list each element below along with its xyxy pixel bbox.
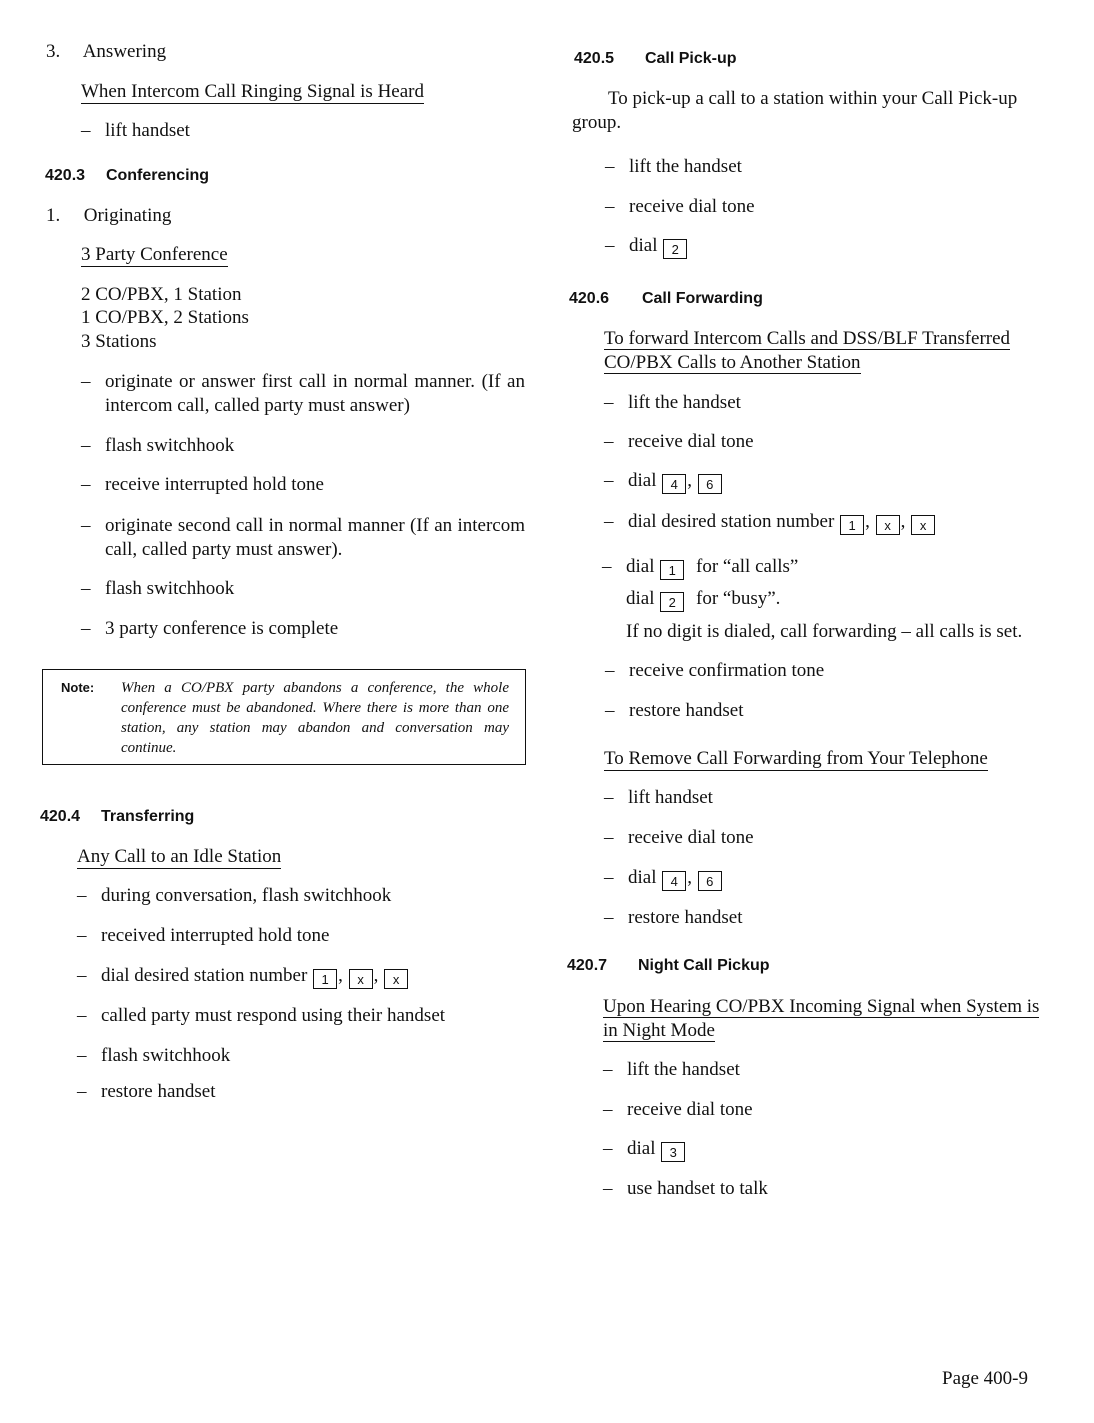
forwarding-step-7: – restore handset bbox=[605, 700, 744, 721]
conf-step-2: – flash switchhook bbox=[81, 435, 235, 456]
dial-key: x bbox=[876, 515, 900, 535]
night-heading bbox=[567, 956, 770, 976]
transferring-number: 420.4 bbox=[40, 808, 81, 825]
dial-key: 4 bbox=[662, 474, 686, 494]
remove-subheading: To Remove Call Forwarding from Your Telephone bbox=[604, 748, 988, 769]
note-box bbox=[42, 669, 526, 765]
dial-key: 3 bbox=[661, 1142, 685, 1162]
transfer-step-3: – dial desired station number 1 , x , x bbox=[77, 964, 409, 989]
dial-key: x bbox=[911, 515, 935, 535]
night-step-1: – lift the handset bbox=[603, 1059, 740, 1080]
forwarding-step-2: – receive dial tone bbox=[604, 431, 754, 452]
conferencing-number: 420.3 bbox=[45, 167, 86, 184]
answering-step: – lift handset bbox=[81, 120, 190, 141]
pickup-intro: To pick-up a call to a station within your Call Pick-up group. bbox=[572, 88, 1018, 133]
dial-key: 6 bbox=[698, 871, 722, 891]
answering-title: Answering bbox=[82, 41, 167, 62]
forwarding-step-1: – lift the handset bbox=[604, 392, 741, 413]
remove-step-1: – lift handset bbox=[604, 787, 713, 808]
conf-step-dash: – bbox=[81, 371, 91, 392]
dial-key: 1 bbox=[840, 515, 864, 535]
night-step-4: – use handset to talk bbox=[603, 1178, 768, 1199]
transfer-step-5: – flash switchhook bbox=[77, 1045, 231, 1066]
forwarding-step-4: – dial desired station number 1 , x , x bbox=[604, 510, 936, 535]
night-number: 420.7 bbox=[567, 957, 608, 974]
forwarding-title: Call Forwarding bbox=[641, 290, 763, 307]
note-label: Note: bbox=[61, 680, 95, 695]
transfer-step-4: – called party must respond using their handset bbox=[77, 1005, 446, 1026]
conference-option: 2 CO/PBX, 1 Station bbox=[81, 284, 242, 305]
forwarding-step-6: – receive confirmation tone bbox=[605, 660, 825, 681]
pickup-heading bbox=[574, 49, 737, 69]
night-step-3: – dial 3 bbox=[603, 1137, 686, 1162]
originating-heading bbox=[46, 204, 171, 228]
night-subheading: Upon Hearing CO/PBX Incoming Signal when System is in Night Mode bbox=[603, 996, 1040, 1041]
note-text: When a CO/PBX party abandons a conference, the whole conference must be abandoned. Where there is more than one station, any station may abandon and conversation may continue. bbox=[121, 680, 509, 756]
dial-key: 2 bbox=[660, 592, 684, 612]
dial-key: 4 bbox=[662, 871, 686, 891]
remove-step-4: – restore handset bbox=[604, 907, 743, 928]
remove-step-3: – dial 4 , 6 bbox=[604, 866, 723, 891]
transferring-title: Transferring bbox=[100, 808, 195, 825]
dial-key: x bbox=[384, 969, 408, 989]
transfer-subheading: Any Call to an Idle Station bbox=[77, 846, 282, 867]
transfer-step-2: – received interrupted hold tone bbox=[77, 925, 330, 946]
conferencing-title: Conferencing bbox=[105, 167, 210, 184]
dial-key: x bbox=[349, 969, 373, 989]
forwarding-step-5c: If no digit is dialed, call forwarding – all calls is set. bbox=[626, 621, 1023, 642]
dial-key: 6 bbox=[698, 474, 722, 494]
pickup-title: Call Pick-up bbox=[644, 50, 737, 67]
answering-number: 3. bbox=[46, 41, 61, 62]
three-party-subheading: 3 Party Conference bbox=[81, 244, 228, 265]
dial-key: 1 bbox=[313, 969, 337, 989]
answering-heading bbox=[46, 40, 166, 64]
remove-step-2: – receive dial tone bbox=[604, 827, 754, 848]
conference-option: 1 CO/PBX, 2 Stations bbox=[81, 307, 249, 328]
answering-subheading: When Intercom Call Ringing Signal is Heard bbox=[81, 81, 424, 102]
transferring-heading bbox=[40, 807, 194, 827]
pickup-step-3: – dial 2 bbox=[605, 234, 688, 259]
pickup-number: 420.5 bbox=[574, 50, 615, 67]
originating-number: 1. bbox=[46, 205, 61, 226]
page-number: Page 400-9 bbox=[942, 1368, 1029, 1389]
conf-step-4: originate second call in normal manner (If an intercom call, called party must answer). bbox=[105, 515, 525, 560]
pickup-step-1: – lift the handset bbox=[605, 156, 742, 177]
conf-step-3: – receive interrupted hold tone bbox=[81, 474, 324, 495]
night-title: Night Call Pickup bbox=[637, 957, 770, 974]
night-step-2: – receive dial tone bbox=[603, 1099, 753, 1120]
originating-title: Originating bbox=[83, 205, 172, 226]
transfer-step-1: – during conversation, flash switchhook bbox=[77, 885, 392, 906]
forwarding-subheading: To forward Intercom Calls and DSS/BLF Transferred CO/PBX Calls to Another Station bbox=[604, 328, 1011, 373]
forwarding-number: 420.6 bbox=[569, 290, 610, 307]
conf-step-1: originate or answer first call in normal manner. (If an intercom call, called party must answer) bbox=[105, 371, 525, 416]
conf-step-5: – flash switchhook bbox=[81, 578, 235, 599]
pickup-step-2: – receive dial tone bbox=[605, 196, 755, 217]
forwarding-step-3: – dial 4 , 6 bbox=[604, 469, 723, 494]
forwarding-step-5a: – dial 1 for “all calls” bbox=[602, 556, 799, 578]
conf-step-dash: – bbox=[81, 515, 91, 536]
dial-key: 2 bbox=[663, 239, 687, 259]
conferencing-heading bbox=[45, 166, 209, 186]
conf-step-6: – 3 party conference is complete bbox=[81, 618, 339, 639]
transfer-step-6: – restore handset bbox=[77, 1081, 216, 1102]
conference-option: 3 Stations bbox=[81, 331, 157, 352]
forwarding-heading bbox=[569, 289, 763, 309]
dial-key: 1 bbox=[660, 560, 684, 580]
forwarding-step-5b: dial 2 for “busy”. bbox=[626, 588, 781, 610]
